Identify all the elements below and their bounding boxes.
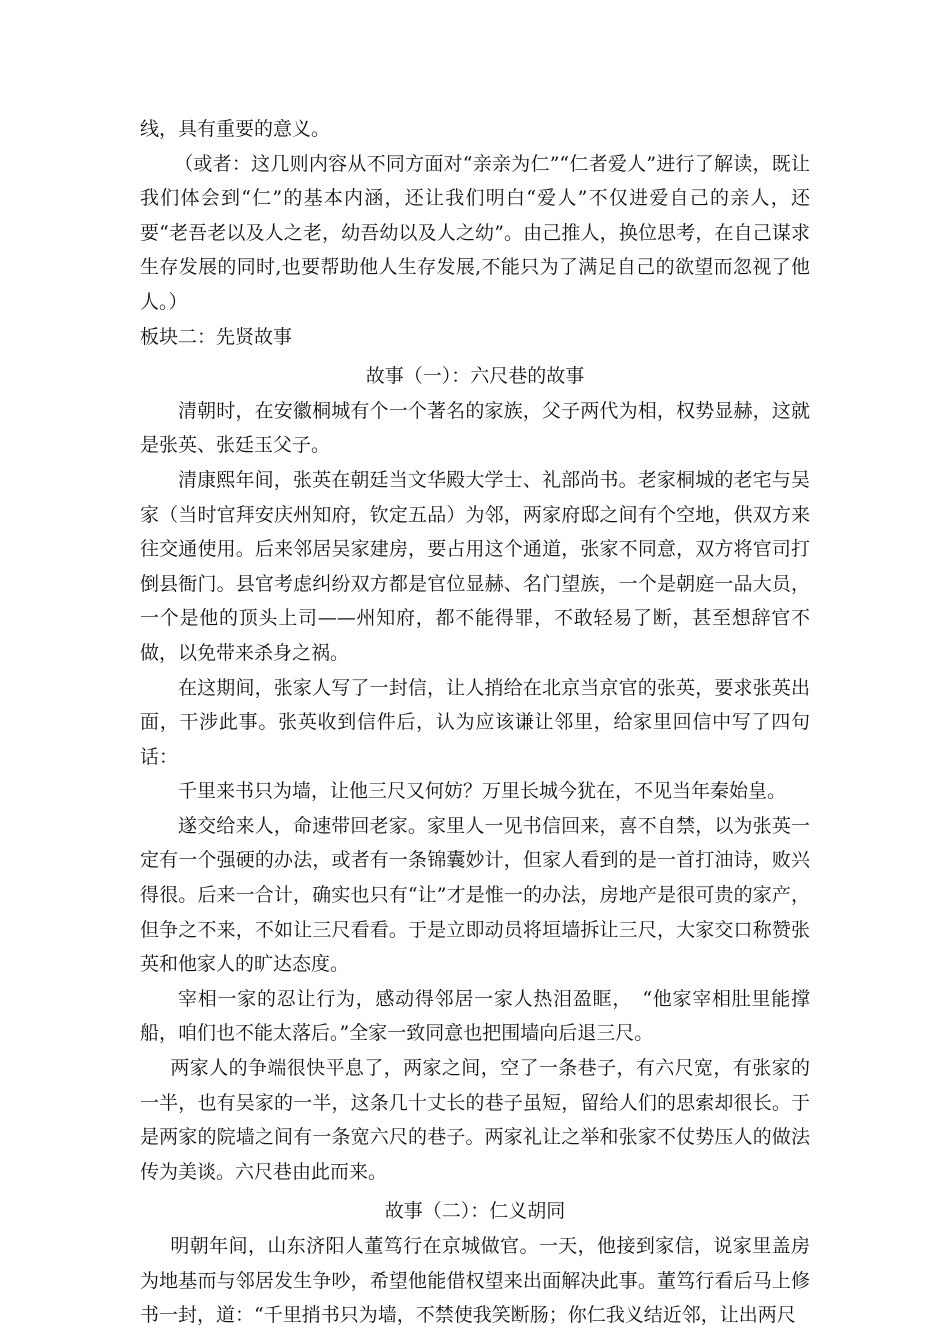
story-1-paragraph-letter: 在这期间，张家人写了一封信，让人捎给在北京当京官的张英，要求张英出面，干涉此事。张英收到信件后，认为应该谦让邻里，给家里回信中写了四句话： — [140, 676, 810, 768]
story-1-paragraph-concession: 遂交给来人，命速带回老家。家里人一见书信回来，喜不自禁，以为张英一定有一个强硬的办法，或者有一条锦囊妙计，但家人看到的是一首打油诗，败兴得很。后来一合计，确实也只有“让”才是惟一的办法，房地产是很可贵的家产，但争之不来，不如让三尺看看。于是立即动员将垣墙拆让三尺，大家交口称赞张英和他家人的旷达态度。 — [140, 814, 810, 976]
story-1-poem: 千里来书只为墙，让他三尺又何妨？万里长城今犹在，不见当年秦始皇。 — [178, 780, 787, 803]
story-1-paragraph-dispute: 清康熙年间，张英在朝廷当文华殿大学士、礼部尚书。老家桐城的老宅与吴家（当时官拜安庆州知府，钦定五品）为邻，两家府邸之间有个空地，供双方来往交通使用。后来邻居吴家建房，要占用这个通道，张家不同意，双方将官司打倒县衙门。县官考虑纠纷双方都是官位显赫、名门望族，一个是朝庭一品大员，一个是他的顶头上司——州知府，都不能得罪，不敢轻易了断，甚至想辞官不做，以免带来杀身之祸。 — [140, 468, 810, 664]
story-1-paragraph-ending: 两家人的争端很快平息了，两家之间，空了一条巷子，有六尺宽，有张家的一半，也有吴家的一半，这条几十丈长的巷子虽短，留给人们的思索却很长。于是两家的院墙之间有一条宽六尺的巷子。两家礼让之举和张家不仗势压人的做法传为美谈。六尺巷由此而来。 — [140, 1057, 810, 1183]
story-1-paragraph-neighbor-response: 宰相一家的忍让行为，感动得邻居一家人热泪盈眶， “他家宰相肚里能撑船，咱们也不能太落后。”全家一致同意也把围墙向后退三尺。 — [140, 987, 810, 1045]
story-2-heading: 故事（二）：仁义胡同 — [384, 1200, 566, 1223]
section-title-sages-stories: 板块二：先贤故事 — [140, 325, 293, 348]
story-2-paragraph-intro: 明朝年间，山东济阳人董笃行在京城做官。一天，他接到家信，说家里盖房为地基而与邻居发生争吵，希望他能借权望来出面解决此事。董笃行看后马上修书一封，道：“千里捎书只为墙，不禁使我笑断肠；你仁我义结近邻，让出两尺 — [140, 1235, 810, 1327]
paragraph-significance-tail: 线，具有重要的意义。 — [140, 118, 331, 140]
paragraph-alternative-answer: （或者：这几则内容从不同方面对“亲亲为仁”“仁者爱人”进行了解读，既让我们体会到“仁”的基本内涵，还让我们明白“爱人”不仅进爱自己的亲人，还要“老吾老以及人之老，幼吾幼以及人之幼”。由己推人，换位思考，在自己谋求生存发展的同时,也要帮助他人生存发展,不能只为了满足自己的欲望而忽视了他人。） — [140, 152, 810, 313]
story-1-paragraph-intro: 清朝时，在安徽桐城有个一个著名的家族，父子两代为相，权势显赫，这就是张英、张廷玉父子。 — [140, 399, 810, 457]
story-1-heading: 故事（一）：六尺巷的故事 — [365, 365, 585, 388]
document-page — [140, 112, 810, 1333]
